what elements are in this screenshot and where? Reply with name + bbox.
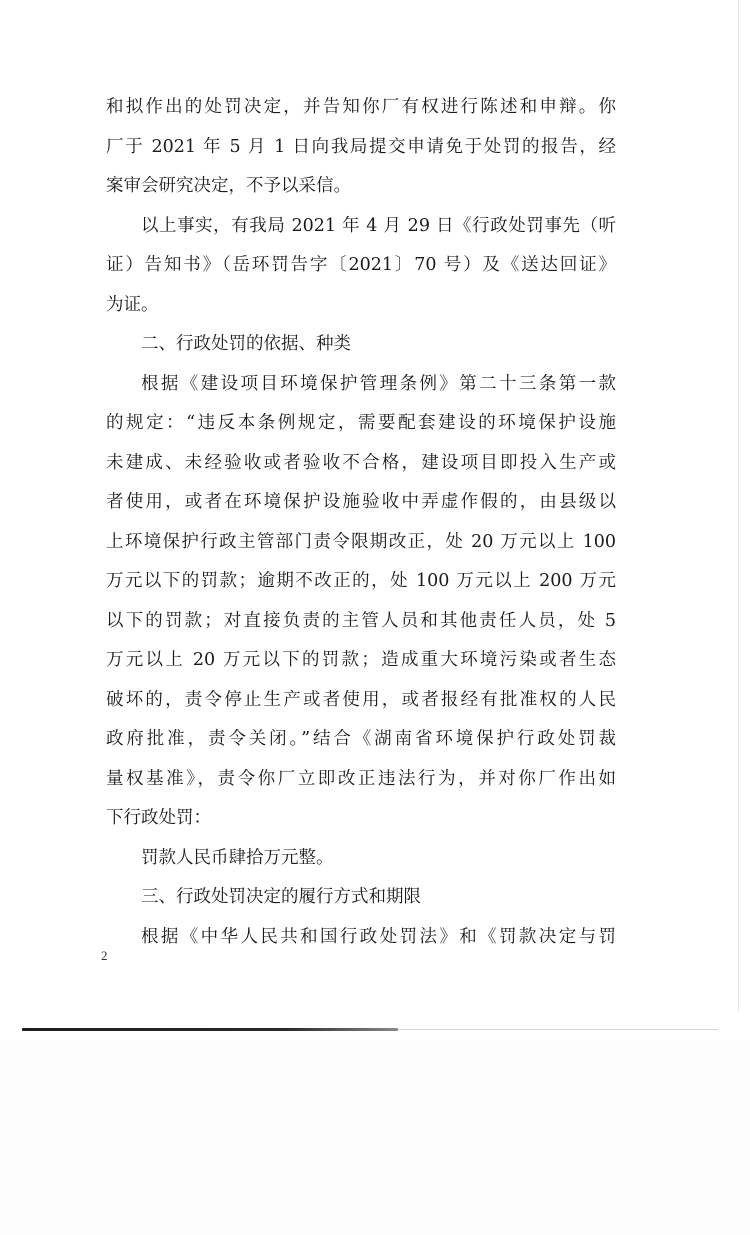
text-line: 未建成、未经验收或者验收不合格，建设项目即投入生产或 — [106, 452, 616, 473]
document-body — [106, 88, 616, 957]
page-edge-line — [398, 1029, 718, 1030]
text-line: 根据《中华人民共和国行政处罚法》和《罚款决定与罚 — [141, 926, 616, 947]
page-number: 2 — [101, 948, 108, 963]
text-line: 根据《建设项目环境保护管理条例》第二十三条第一款 — [141, 373, 616, 394]
text-line: 证）告知书》（岳环罚告字〔2021〕70 号）及《送达回证》 — [106, 255, 616, 275]
section-heading: 三、行政处罚决定的履行方式和期限 — [141, 887, 421, 907]
text-line: 万元以上 20 万元以下的罚款；造成重大环境污染或者生态 — [106, 650, 616, 670]
text-line: 政府批准，责令关闭。”结合《湖南省环境保护行政处罚裁 — [106, 729, 616, 749]
text-line: 的规定：“违反本条例规定，需要配套建设的环境保护设施 — [106, 413, 616, 433]
text-line: 量权基准》，责令你厂立即改正违法行为，并对你厂作出如 — [106, 768, 616, 789]
text-line: 破坏的，责令停止生产或者使用，或者报经有批准权的人民 — [106, 689, 616, 710]
page-edge-shadow — [22, 1028, 398, 1031]
text-line: 为证。 — [106, 294, 159, 315]
text-line: 下行政处罚： — [106, 808, 211, 828]
text-line: 罚款人民币肆拾万元整。 — [141, 847, 334, 868]
section-heading: 二、行政处罚的依据、种类 — [141, 334, 351, 354]
text-line: 上环境保护行政主管部门责令限期改正，处 20 万元以上 100 — [106, 531, 616, 552]
text-line: 案审会研究决定，不予以采信。 — [106, 176, 351, 196]
text-line: 者使用，或者在环境保护设施验收中弄虚作假的，由县级以 — [106, 492, 616, 512]
text-line: 厂于 2021 年 5 月 1 日向我局提交申请免于处罚的报告，经 — [106, 136, 616, 157]
scan-background — [0, 1040, 750, 1235]
text-line: 和拟作出的处罚决定，并告知你厂有权进行陈述和申辩。你 — [106, 97, 616, 117]
text-line: 以上事实，有我局 2021 年 4 月 29 日《行政处罚事先（听 — [141, 215, 616, 236]
text-line: 以下的罚款；对直接负责的主管人员和其他责任人员，处 5 — [106, 610, 616, 631]
text-line: 万元以下的罚款；逾期不改正的，处 100 万元以上 200 万元 — [106, 571, 616, 591]
